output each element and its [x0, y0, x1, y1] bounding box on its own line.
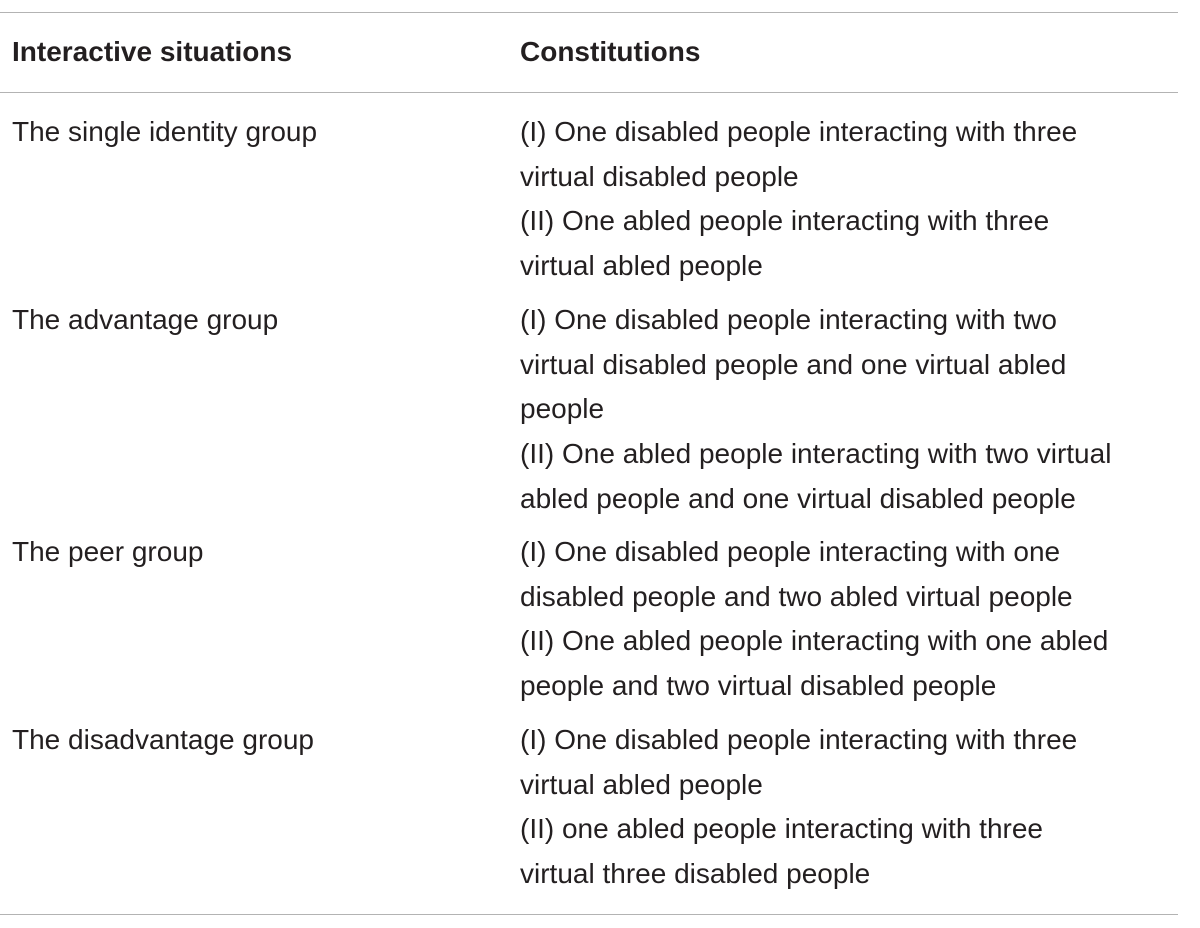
table-bottom-rule: [0, 914, 1178, 915]
situation-cell: The peer group: [12, 536, 204, 567]
constitution-cell: [520, 718, 1077, 897]
constitution-cell: [520, 298, 1111, 522]
constitution-line: (II) one abled people interacting with three: [520, 813, 1043, 845]
situation-cell: The advantage group: [12, 304, 279, 335]
constitution-line: (II) One abled people interacting with one abled: [520, 625, 1109, 657]
constitution-line: people: [520, 393, 605, 425]
constitution-line: abled people and one virtual disabled people: [520, 482, 1076, 514]
constitution-line: (I) One disabled people interacting with three: [520, 724, 1078, 755]
constitution-line: (I) One disabled people interacting with three: [520, 116, 1078, 147]
table-top-rule: [0, 12, 1178, 13]
header-constitutions: Constitutions: [520, 36, 701, 67]
constitution-line: virtual abled people: [520, 768, 763, 800]
constitution-cell: [520, 530, 1108, 709]
constitution-line: virtual three disabled people: [520, 858, 871, 890]
header-interactive-situations: Interactive situations: [12, 36, 293, 67]
constitution-line: (I) One disabled people interacting with one: [520, 536, 1061, 567]
table-header-rule: [0, 92, 1178, 93]
constitution-line: people and two virtual disabled people: [520, 670, 997, 702]
constitution-line: (I) One disabled people interacting with two: [520, 304, 1057, 335]
situation-cell: The disadvantage group: [12, 724, 314, 755]
constitution-line: disabled people and two abled virtual people: [520, 580, 1073, 612]
situation-cell: The single identity group: [12, 116, 318, 147]
constitution-cell: [520, 110, 1077, 289]
constitution-line: virtual abled people: [520, 250, 763, 282]
constitution-line: virtual disabled people and one virtual abled: [520, 348, 1067, 380]
constitution-line: (II) One abled people interacting with three: [520, 205, 1050, 237]
constitution-line: (II) One abled people interacting with two virtual: [520, 438, 1112, 470]
constitution-line: virtual disabled people: [520, 160, 799, 192]
